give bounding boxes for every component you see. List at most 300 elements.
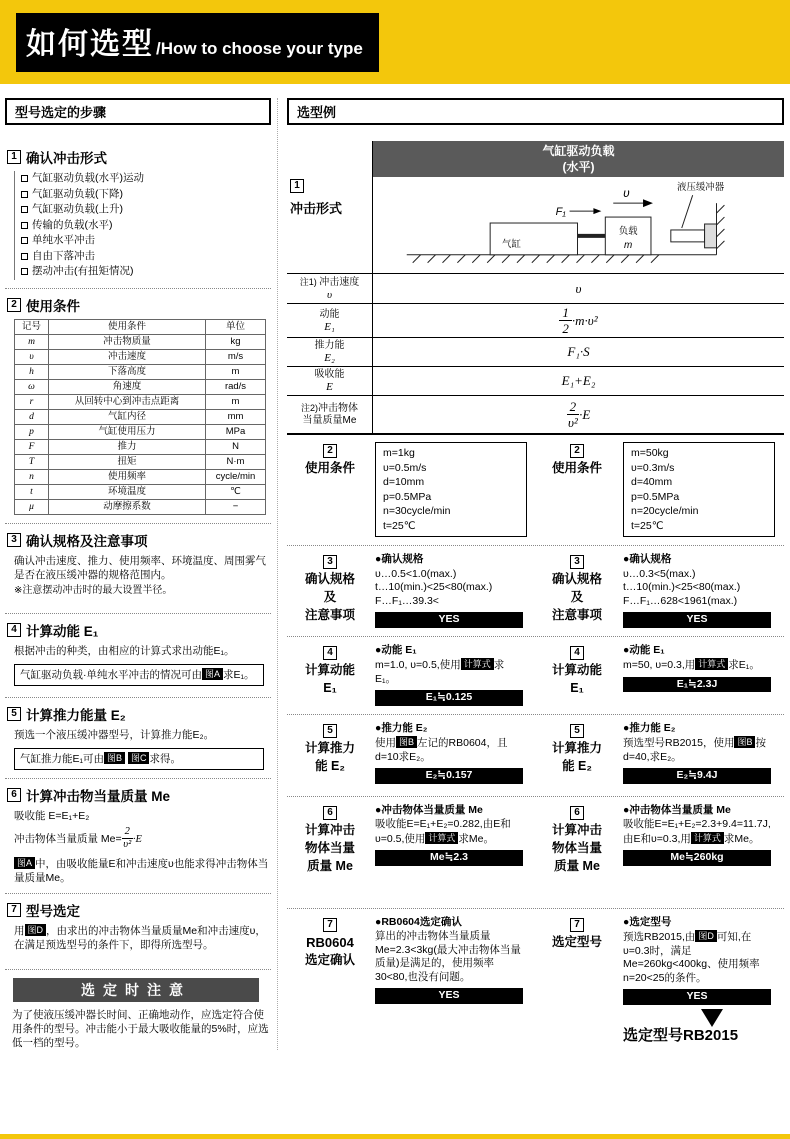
step-number-icon: 6 [323, 806, 337, 820]
checklist-item [21, 264, 271, 280]
spec-line: F…F₁…39.3< [375, 594, 439, 607]
selection-notice [5, 978, 271, 1050]
row-label-text: 推力能 [314, 340, 345, 351]
step-5-label-b [533, 721, 621, 788]
impact-type-checklist [14, 171, 271, 280]
step-6-label-b [533, 803, 621, 900]
result-value-bar: E₂≒0.157 [375, 768, 523, 784]
section-2-title [7, 295, 271, 315]
step-4-label-b [533, 643, 621, 706]
hint-text: 求得。 [149, 752, 181, 765]
cell-unit: m/s [206, 349, 266, 364]
row-label-text: 动能 [319, 308, 340, 320]
table-row [15, 334, 266, 349]
result-yes-bar: YES [375, 612, 523, 628]
damper-label: 液压缓冲器 [677, 181, 725, 193]
condition-line: m=50kg [631, 447, 669, 459]
step-1-label [287, 141, 373, 273]
calc-text: 求Me。 [458, 832, 494, 845]
step-label-text: 确认规格 [304, 572, 355, 586]
checklist-label: 摆动冲击(有扭矩情况) [32, 265, 134, 277]
table-row [15, 424, 266, 439]
example-row-equivalent-mass [287, 797, 784, 909]
cell-condition: 下落高度 [49, 364, 206, 379]
checklist-label: 自由下落冲击 [32, 249, 95, 262]
calc-text: m=1.0, υ=0.5,使用 [375, 659, 461, 671]
checklist-label: 气缸驱动负载(下降) [32, 187, 123, 200]
row-symbol: υ [326, 289, 333, 301]
step-number-icon: 6 [7, 788, 21, 802]
step-label-text: E₁ [570, 680, 584, 695]
section-5-title [7, 704, 271, 724]
example-2-conditions [621, 441, 785, 537]
step-label-text: 使用条件 [304, 461, 355, 475]
step-label-text: 选定确认 [304, 952, 355, 967]
cell-unit: MPa [206, 424, 266, 439]
section-title-text: 使用条件 [26, 298, 80, 314]
formula-value: υ [575, 280, 582, 296]
cell-symbol: d [15, 409, 49, 424]
section-title-text: 确认冲击形式 [26, 151, 107, 166]
step-number-icon: 3 [323, 555, 337, 569]
calc-heading: ●推力能 E₂ [623, 721, 676, 734]
step-7-label [287, 915, 373, 1043]
checklist-item [21, 187, 271, 203]
spec-line: t…10(min.)<25<80(max.) [623, 581, 741, 593]
example-2-thrust [621, 721, 784, 788]
step-label-text: 计算动能 [304, 662, 355, 677]
table-row [15, 454, 266, 469]
checklist-label: 气缸驱动负载(上升) [32, 203, 123, 215]
steps-column [5, 98, 277, 1050]
row-label-text: 冲击速度 [319, 277, 360, 288]
conditions-box [623, 442, 775, 537]
condition-line: p=0.5MPa [383, 490, 432, 503]
hint-text: 气缸驱动负载·单纯水平冲击的情况可由 [20, 668, 202, 681]
section-title-text: 计算冲击物当量质量 Me [26, 788, 171, 804]
step-7-label-b [533, 915, 621, 1043]
section-confirm-impact-type [5, 141, 271, 289]
notice-body: 为了使液压缓冲器长时间、正确地动作，应选定符合使用条件的型号。冲击能小于最大吸收能量的5%时，应选低一档的型号。 [12, 1008, 269, 1049]
figure-d-tag: 图D [25, 924, 47, 936]
cell-condition: 环境温度 [49, 484, 206, 499]
velocity-label: υ [623, 186, 630, 201]
row-label-text: 吸收能 [314, 369, 345, 380]
example-1-specs [373, 552, 533, 628]
example-2-kinetic [621, 643, 784, 706]
example-row-kinetic [287, 637, 784, 715]
checkbox-icon [21, 237, 28, 244]
condition-line: t=25℃ [383, 519, 416, 532]
step-label-text: 物体当量 [304, 840, 355, 855]
step-label-text: 注意事项 [304, 608, 355, 622]
page-header [0, 0, 790, 84]
formula-row-velocity [287, 273, 784, 303]
section-7-title [7, 900, 271, 920]
diagram-header [373, 141, 784, 177]
formula-text: 冲击物体当量质量 Me= [14, 832, 122, 845]
section-calc-equivalent-mass [5, 779, 271, 894]
calc-heading: ●RB0604选定确认 [375, 915, 462, 928]
condition-line: n=30cycle/min [383, 505, 451, 517]
calc-heading: ●冲击物体当量质量 Me [375, 803, 483, 816]
figure-c-tag: 图C [128, 752, 150, 764]
step-number-icon: 2 [570, 444, 584, 458]
table-header-row [15, 319, 266, 334]
figure-b-tag: 图B [104, 752, 125, 764]
calc-body [623, 736, 774, 764]
figure-a-tag: 图A [14, 857, 35, 869]
section-calc-thrust-energy [5, 698, 271, 779]
cell-condition: 气缸内径 [49, 409, 206, 424]
row-symbol: E₁ [324, 320, 335, 333]
step-number-icon: 2 [7, 298, 21, 312]
figure-b-tag: 图B [396, 736, 417, 748]
step-label-text: 计算冲击 [551, 822, 602, 837]
cylinder-label: 气缸 [502, 237, 521, 249]
cell-condition: 使用频率 [49, 469, 206, 484]
calc-heading: ●选定型号 [623, 915, 672, 928]
section-6-note [14, 857, 271, 885]
section-title-text: 确认规格及注意事项 [26, 533, 148, 549]
step-label-text: 质量 Me [554, 858, 600, 873]
result-yes-bar: YES [623, 612, 771, 628]
note-prefix: 注1) [299, 277, 320, 287]
example-1-mass [373, 803, 533, 900]
calc-body [623, 930, 774, 985]
page-content [0, 84, 790, 1050]
step-number-icon: 3 [7, 533, 21, 547]
cell-symbol: F [15, 439, 49, 454]
figure-b-tag: 图B [734, 736, 755, 748]
step-2-label [287, 441, 373, 537]
checklist-item [21, 249, 271, 265]
row-label [287, 367, 373, 395]
example-row-specs [287, 546, 784, 637]
section-4-title [7, 620, 271, 640]
section-3-body: 确认冲击速度、推力、使用频率、环境温度、周围雾气是否在液压缓冲器的规格范围内。 [14, 554, 266, 581]
step-label-text: 能 E₂ [315, 758, 345, 773]
table-row [15, 409, 266, 424]
col-header-unit: 单位 [206, 319, 266, 334]
formula-tag: 计算式 [691, 832, 724, 844]
figure-d-tag: 图D [695, 930, 717, 942]
fraction: $\frac{2}{\text{υ²}}$ [567, 399, 578, 430]
col-header-symbol: 记号 [15, 319, 49, 334]
cell-condition: 角速度 [49, 379, 206, 394]
model-name: RB0604 [306, 934, 354, 950]
section-3-note: ※注意摆动冲击时的最大设置半径。 [14, 584, 173, 596]
example-1-thrust [373, 721, 533, 788]
spec-line: t…10(min.)<25<80(max.) [375, 581, 493, 593]
step-label-text: 冲击形式 [290, 201, 343, 216]
section-7-body [14, 924, 271, 952]
step-number-icon: 2 [323, 444, 337, 458]
step-label-text: 质量 Me [307, 858, 353, 873]
cell-symbol: υ [15, 349, 49, 364]
example-1-kinetic [373, 643, 533, 706]
cell-condition: 气缸使用压力 [49, 424, 206, 439]
step-number-icon: 1 [290, 179, 304, 193]
section-title-text: 型号选定 [26, 903, 80, 919]
formula-value: E₁+E₂ [561, 373, 596, 388]
step-label-text: 计算推力 [304, 740, 355, 755]
table-row [15, 499, 266, 514]
section-title-text: 计算推力能量 E₂ [26, 707, 126, 723]
step-label-text: E₁ [323, 680, 337, 695]
impact-diagram [373, 177, 784, 273]
formula-row-kinetic [287, 303, 784, 337]
section-5-body: 预选一个液压缓冲器型号，计算推力能E₂。 [14, 728, 215, 741]
formula-text: ·E [132, 833, 142, 845]
checkbox-icon [21, 191, 28, 198]
cell-condition: 从回转中心到冲击点距离 [49, 394, 206, 409]
step-number-icon: 5 [7, 707, 21, 721]
spec-heading: ●确认规格 [375, 553, 424, 565]
step-6-label [287, 803, 373, 900]
step-label-text: 及 [570, 590, 584, 604]
cell-unit: m [206, 364, 266, 379]
step-number-icon: 4 [323, 646, 337, 660]
section-title-text: 计算动能 E₁ [26, 623, 99, 639]
body-text: 用 [14, 924, 25, 937]
example-row-final-selection [287, 909, 784, 1051]
checklist-label: 传输的负载(水平) [32, 218, 113, 231]
checklist-label: 气缸驱动负载(水平)运动 [32, 172, 144, 184]
section-1-title [7, 147, 271, 167]
table-row [15, 439, 266, 454]
example-column-header: 选型例 [287, 98, 784, 125]
fraction: $\frac{2}{\text{υ²}}$ [123, 825, 132, 850]
calc-text: 预选RB2015,由 [623, 931, 696, 943]
cell-symbol: n [15, 469, 49, 484]
page-title-cn: 如何选型 [26, 27, 154, 61]
row-label [287, 304, 373, 337]
checklist-item [21, 218, 271, 234]
step-label-text: 能 E₂ [562, 758, 592, 773]
spec-line: υ…0.5<1.0(max.) [375, 567, 457, 580]
section-3-title [7, 530, 271, 550]
section-model-selection [5, 894, 271, 970]
calc-text: 可知,在υ=0.3时，满足Me=260kg<400kg、使用频率n=20<25的条件。 [623, 931, 760, 984]
section-6-title [7, 785, 271, 805]
formula-tag: 计算式 [425, 832, 458, 844]
cell-symbol: ω [15, 379, 49, 394]
table-row [15, 364, 266, 379]
section-4-body: 根据冲击的种类，由相应的计算式求出动能E₁。 [14, 644, 235, 657]
row-symbol: E₂ [324, 352, 335, 364]
step-label-text: 确认规格 [551, 572, 602, 586]
row-label [287, 338, 373, 366]
checkbox-icon [21, 222, 28, 229]
hint-text: 气缸推力能E₁可由 [20, 752, 105, 765]
formula-tag: 计算式 [461, 658, 494, 670]
usage-conditions-table [14, 319, 266, 515]
row-label-text: 冲击物体 [318, 403, 358, 414]
calc-body [375, 736, 523, 764]
table-row [15, 394, 266, 409]
steps-column-header: 型号选定的步骤 [5, 98, 271, 125]
result-value-bar: Me≒260kg [623, 850, 771, 866]
condition-line: d=10mm [383, 476, 425, 488]
cell-unit: N·m [206, 454, 266, 469]
step-label-text: 计算推力 [551, 740, 602, 755]
step-3-label-b [533, 552, 621, 628]
calc-body [623, 658, 774, 673]
section-usage-conditions [5, 289, 271, 524]
cell-unit: m [206, 394, 266, 409]
formula-row-absorbed [287, 366, 784, 395]
step-label-text: 选定型号 [551, 934, 602, 949]
example-2-mass [621, 803, 784, 900]
load-label: 负载 [618, 224, 638, 236]
calc-heading: ●动能 E₁ [623, 643, 665, 656]
cell-condition: 扭矩 [49, 454, 206, 469]
hint-text: 求E₁。 [223, 668, 255, 681]
calc-text: 使用 [375, 737, 396, 749]
cell-symbol: p [15, 424, 49, 439]
formula-value: F₁·S [567, 344, 590, 359]
checkbox-icon [21, 206, 28, 213]
calc-text: 吸收能E=E₁+E₂=2.3+9.4=11.7J,由E和υ=0.3,用 [623, 818, 771, 845]
section-5-hint-box [14, 748, 264, 770]
cell-condition: 冲击速度 [49, 349, 206, 364]
calc-body [375, 818, 523, 846]
cell-unit: N [206, 439, 266, 454]
cell-symbol: m [15, 334, 49, 349]
calc-text: 预选型号RB2015，使用 [623, 737, 735, 749]
calc-text: 左记的RB0604，且d=10求E₂。 [375, 737, 508, 763]
step-number-icon: 7 [323, 918, 337, 932]
spec-line: F…F₁…628<1961(max.) [623, 594, 738, 607]
step-2-label-b [533, 441, 621, 537]
result-value-bar: E₂≒9.4J [623, 768, 771, 784]
section-4-hint-box [14, 664, 264, 686]
formula-rest: ·E [579, 406, 591, 422]
calc-text: m=50, υ=0.3,用 [623, 659, 696, 671]
example-row-conditions [287, 435, 784, 546]
example-1-confirmation [373, 915, 533, 1043]
section-calc-kinetic-energy [5, 614, 271, 698]
body-text: ，由求出的冲击物体当量质量Me和冲击速度υ，在满足预选型号的条件下，即得所选型号。 [14, 924, 266, 951]
step-4-label [287, 643, 373, 706]
formula-tag: 计算式 [695, 658, 728, 670]
cell-unit: kg [206, 334, 266, 349]
cell-condition: 冲击物质量 [49, 334, 206, 349]
table-row [15, 484, 266, 499]
diagram-header-line1: 气缸驱动负载 [542, 144, 615, 158]
formula-value [373, 396, 784, 433]
step-number-icon: 7 [570, 918, 584, 932]
fraction: $\frac{1}{2}$ [559, 306, 572, 335]
condition-line: t=25℃ [631, 519, 664, 532]
condition-line: p=0.5MPa [631, 490, 680, 503]
calc-text: 求E₁。 [728, 659, 760, 671]
result-yes-bar: YES [623, 989, 771, 1005]
condition-line: n=20cycle/min [631, 505, 699, 517]
formula-row-thrust [287, 337, 784, 366]
diagram-header-line2: (水平) [562, 160, 595, 174]
spec-heading: ●确认规格 [623, 553, 672, 565]
page-title-en: /How to choose your type [156, 38, 363, 58]
cell-unit: ℃ [206, 484, 266, 499]
calc-heading: ●冲击物体当量质量 Me [623, 803, 731, 816]
condition-line: m=1kg [383, 447, 415, 459]
calc-heading: ●推力能 E₂ [375, 721, 428, 734]
condition-line: d=40mm [631, 476, 673, 488]
result-value-bar: E₁≒2.3J [623, 677, 771, 693]
calc-text: 求Me。 [723, 832, 760, 845]
checkbox-icon [21, 175, 28, 182]
calc-body [623, 818, 774, 846]
step-5-label [287, 721, 373, 788]
result-yes-bar: YES [375, 988, 523, 1004]
impact-form-row [287, 141, 784, 273]
cell-symbol: h [15, 364, 49, 379]
calc-text: 按d=40,求E₂。 [623, 737, 766, 763]
cell-symbol: T [15, 454, 49, 469]
figure-a-tag: 图A [202, 668, 223, 680]
step-3-label [287, 552, 373, 628]
step-label-text: 计算动能 [551, 662, 602, 677]
example-2-specs [621, 552, 784, 628]
step-label-text: 及 [323, 590, 337, 604]
table-row [15, 349, 266, 364]
example-2-final [621, 915, 784, 1043]
row-label [287, 396, 373, 433]
impact-form-content [373, 141, 784, 273]
cell-unit: − [206, 499, 266, 514]
cell-unit: rad/s [206, 379, 266, 394]
example-row-thrust [287, 715, 784, 797]
condition-line: υ=0.5m/s [383, 461, 427, 474]
conditions-box [375, 442, 527, 537]
step-number-icon: 4 [570, 646, 584, 660]
step-label-text: 计算冲击 [304, 822, 355, 837]
checklist-label: 单纯水平冲击 [32, 234, 95, 246]
cell-unit: mm [206, 409, 266, 424]
step-label-text: 物体当量 [551, 840, 602, 855]
selected-model-text: 选定型号RB2015 [623, 1026, 739, 1044]
table-row [15, 379, 266, 394]
cell-condition: 推力 [49, 439, 206, 454]
formula-row-equivalent-mass [287, 395, 784, 433]
cell-unit: cycle/min [206, 469, 266, 484]
note-body: 中，由吸收能量E和冲击速度υ也能求得冲击物体当量质量Me。 [14, 857, 269, 884]
load-mass-label: m [624, 239, 633, 251]
checkbox-icon [21, 253, 28, 260]
condition-line: υ=0.3m/s [631, 461, 675, 474]
calc-body: 算出的冲击物体当量质量Me=2.3<3kg(最大冲击物体当量质量)是满足的，使用频率30<80,也没有问题。 [375, 930, 521, 983]
example-1-conditions [373, 441, 533, 537]
calc-body [375, 658, 523, 686]
calc-text: 求E₁。 [375, 659, 505, 685]
cell-condition: 动摩擦系数 [49, 499, 206, 514]
checkbox-icon [21, 268, 28, 275]
step-number-icon: 5 [323, 724, 337, 738]
step-label-text: 使用条件 [551, 461, 602, 475]
result-value-bar: Me≒2.3 [375, 850, 523, 866]
step-number-icon: 1 [7, 150, 21, 164]
checklist-item [21, 233, 271, 249]
spec-line: υ…0.3<5(max.) [623, 567, 696, 580]
example-column [277, 98, 784, 1050]
row-label [287, 274, 373, 303]
page-title [16, 13, 379, 72]
step-number-icon: 5 [570, 724, 584, 738]
calc-heading: ●动能 E₁ [375, 643, 417, 656]
force-label: F₁ [555, 206, 566, 219]
